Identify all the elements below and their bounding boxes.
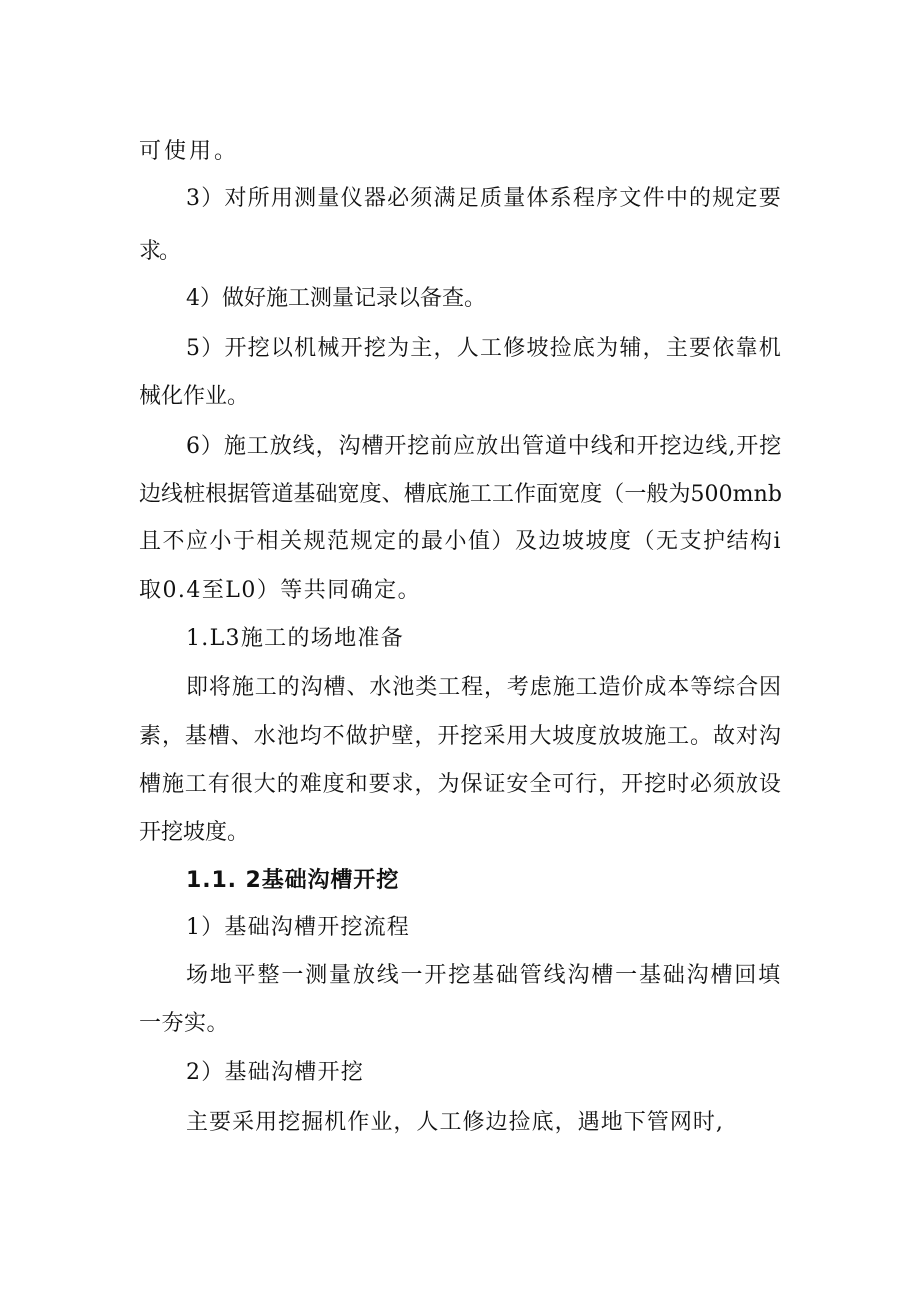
text-line: 即将施工的沟槽、水池类工程，考虑施工造价成本等综合因 bbox=[186, 675, 782, 700]
text-line: 3）对所用测量仪器必须满足质量体系程序文件中的规定要 bbox=[186, 186, 782, 211]
text-line: 5）开挖以机械开挖为主，人工修坡捡底为辅，主要依靠机 bbox=[186, 336, 782, 361]
text-line: 可使用。 bbox=[139, 139, 240, 164]
text-line: 主要采用挖掘机作业，人工修边捡底，遇地下管网时, bbox=[186, 1110, 724, 1135]
text-line: 素，基槽、水池均不做护壁，开挖采用大坡度放坡施工。故对沟 bbox=[139, 724, 782, 749]
text-line: 6）施工放线，沟槽开挖前应放出管道中线和开挖边线,开挖 bbox=[186, 434, 783, 459]
text-line: 开挖坡度。 bbox=[139, 820, 250, 845]
text-line: 取0.4至L0）等共同确定。 bbox=[139, 578, 422, 603]
text-line: 且不应小于相关规范规定的最小值）及边坡坡度（无支护结构i bbox=[139, 529, 783, 554]
text-line: 4）做好施工测量记录以备查。 bbox=[186, 286, 486, 311]
text-line: 1）基础沟槽开挖流程 bbox=[186, 915, 410, 940]
text-line: 槽施工有很大的难度和要求，为保证安全可行，开挖时必须放设 bbox=[139, 772, 782, 797]
text-line: 求。 bbox=[139, 239, 179, 264]
text-line: 2）基础沟槽开挖 bbox=[186, 1060, 364, 1085]
text-line: 1.L3施工的场地准备 bbox=[186, 626, 405, 651]
text-line: 一夯实。 bbox=[139, 1011, 230, 1036]
text-line: 场地平整一测量放线一开挖基础管线沟槽一基础沟槽回填 bbox=[186, 963, 783, 988]
section-heading: 1.1. 2基础沟槽开挖 bbox=[186, 868, 400, 893]
text-line: 械化作业。 bbox=[139, 384, 250, 409]
text-line: 边线桩根据管道基础宽度、槽底施工工作面宽度（一般为500mnb bbox=[139, 482, 782, 507]
